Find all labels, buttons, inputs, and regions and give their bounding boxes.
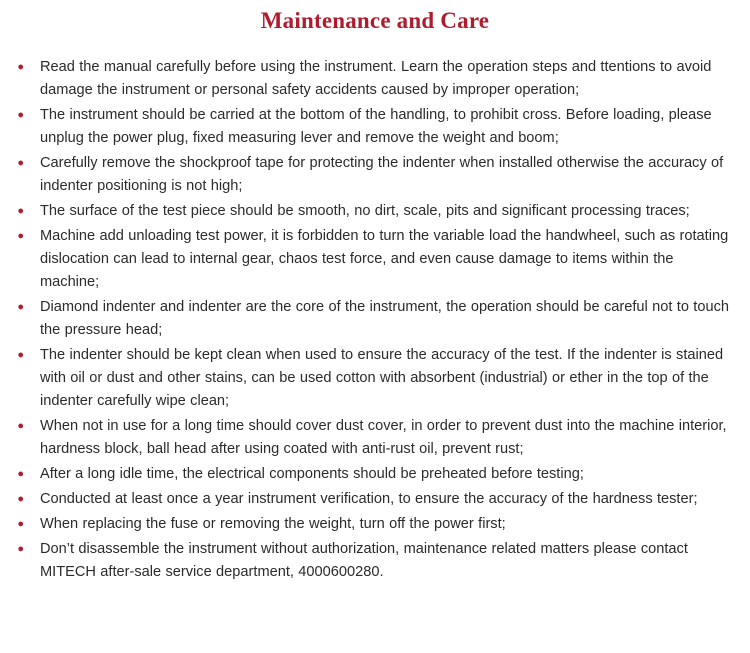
list-item	[0, 296, 738, 342]
bullet-icon: ●	[17, 518, 24, 530]
list-item-text: Diamond indenter and indenter are the core of the instrument, the operation should be careful not to touch the pressure head;	[40, 299, 730, 338]
bullet-icon: ●	[17, 493, 24, 505]
list-item-text: When not in use for a long time should cover dust cover, in order to prevent dust into the machine interior, hardness block, ball head after using coated with anti-rust oil, prevent rust;	[40, 418, 727, 457]
list-item	[0, 344, 738, 413]
list-item-text: Don’t disassemble the instrument without authorization, maintenance related matters please contact MITECH after-sale service department, 4000600280.	[40, 541, 688, 580]
bullet-icon: ●	[17, 61, 24, 73]
list-item-text: Machine add unloading test power, it is forbidden to turn the variable load the handwheel, such as rotating dislocation can lead to internal gear, chaos test force, and even cause damage to items within the machine;	[40, 228, 729, 290]
list-item	[0, 415, 738, 461]
list-item	[0, 488, 738, 511]
list-item-text: The instrument should be carried at the bottom of the handling, to prohibit cross. Before loading, please unplug the power plug, fixed measuring lever and remove the weight and boom;	[40, 107, 712, 146]
list-item-text: When replacing the fuse or removing the weight, turn off the power first;	[40, 516, 506, 532]
list-item-text: Conducted at least once a year instrument verification, to ensure the accuracy of the hardness tester;	[40, 491, 698, 507]
document-page	[0, 8, 750, 653]
list-item	[0, 104, 738, 150]
list-item-text: Read the manual carefully before using the instrument. Learn the operation steps and ttentions to avoid damage the instrument or personal safety accidents caused by improper operation;	[40, 59, 712, 98]
list-item	[0, 513, 738, 536]
list-item	[0, 152, 738, 198]
list-item-text: The indenter should be kept clean when used to ensure the accuracy of the test. If the indenter is stained with oil or dust and other stains, can be used cotton with absorbent (industrial) or ether in the top of the indenter carefully wipe clean;	[40, 347, 724, 409]
page-title: Maintenance and Care	[260, 8, 490, 33]
bullet-icon: ●	[17, 543, 24, 555]
bullet-icon: ●	[17, 205, 24, 217]
bullet-icon: ●	[17, 109, 24, 121]
bullet-icon: ●	[17, 157, 24, 169]
list-item-text: The surface of the test piece should be smooth, no dirt, scale, pits and significant processing traces;	[40, 203, 690, 219]
bullet-icon: ●	[17, 301, 24, 313]
list-item	[0, 538, 738, 584]
list-item	[0, 463, 738, 486]
list-item-text: After a long idle time, the electrical components should be preheated before testing;	[40, 466, 584, 482]
bullet-icon: ●	[17, 349, 24, 361]
bullet-icon: ●	[17, 230, 24, 242]
list-item-text: Carefully remove the shockproof tape for protecting the indenter when installed otherwise the accuracy of indenter positioning is not high;	[40, 155, 724, 194]
bullet-icon: ●	[17, 420, 24, 432]
list-item	[0, 56, 738, 102]
list-item	[0, 200, 738, 223]
maintenance-bullet-list	[0, 56, 750, 584]
list-item	[0, 225, 738, 294]
bullet-icon: ●	[17, 468, 24, 480]
